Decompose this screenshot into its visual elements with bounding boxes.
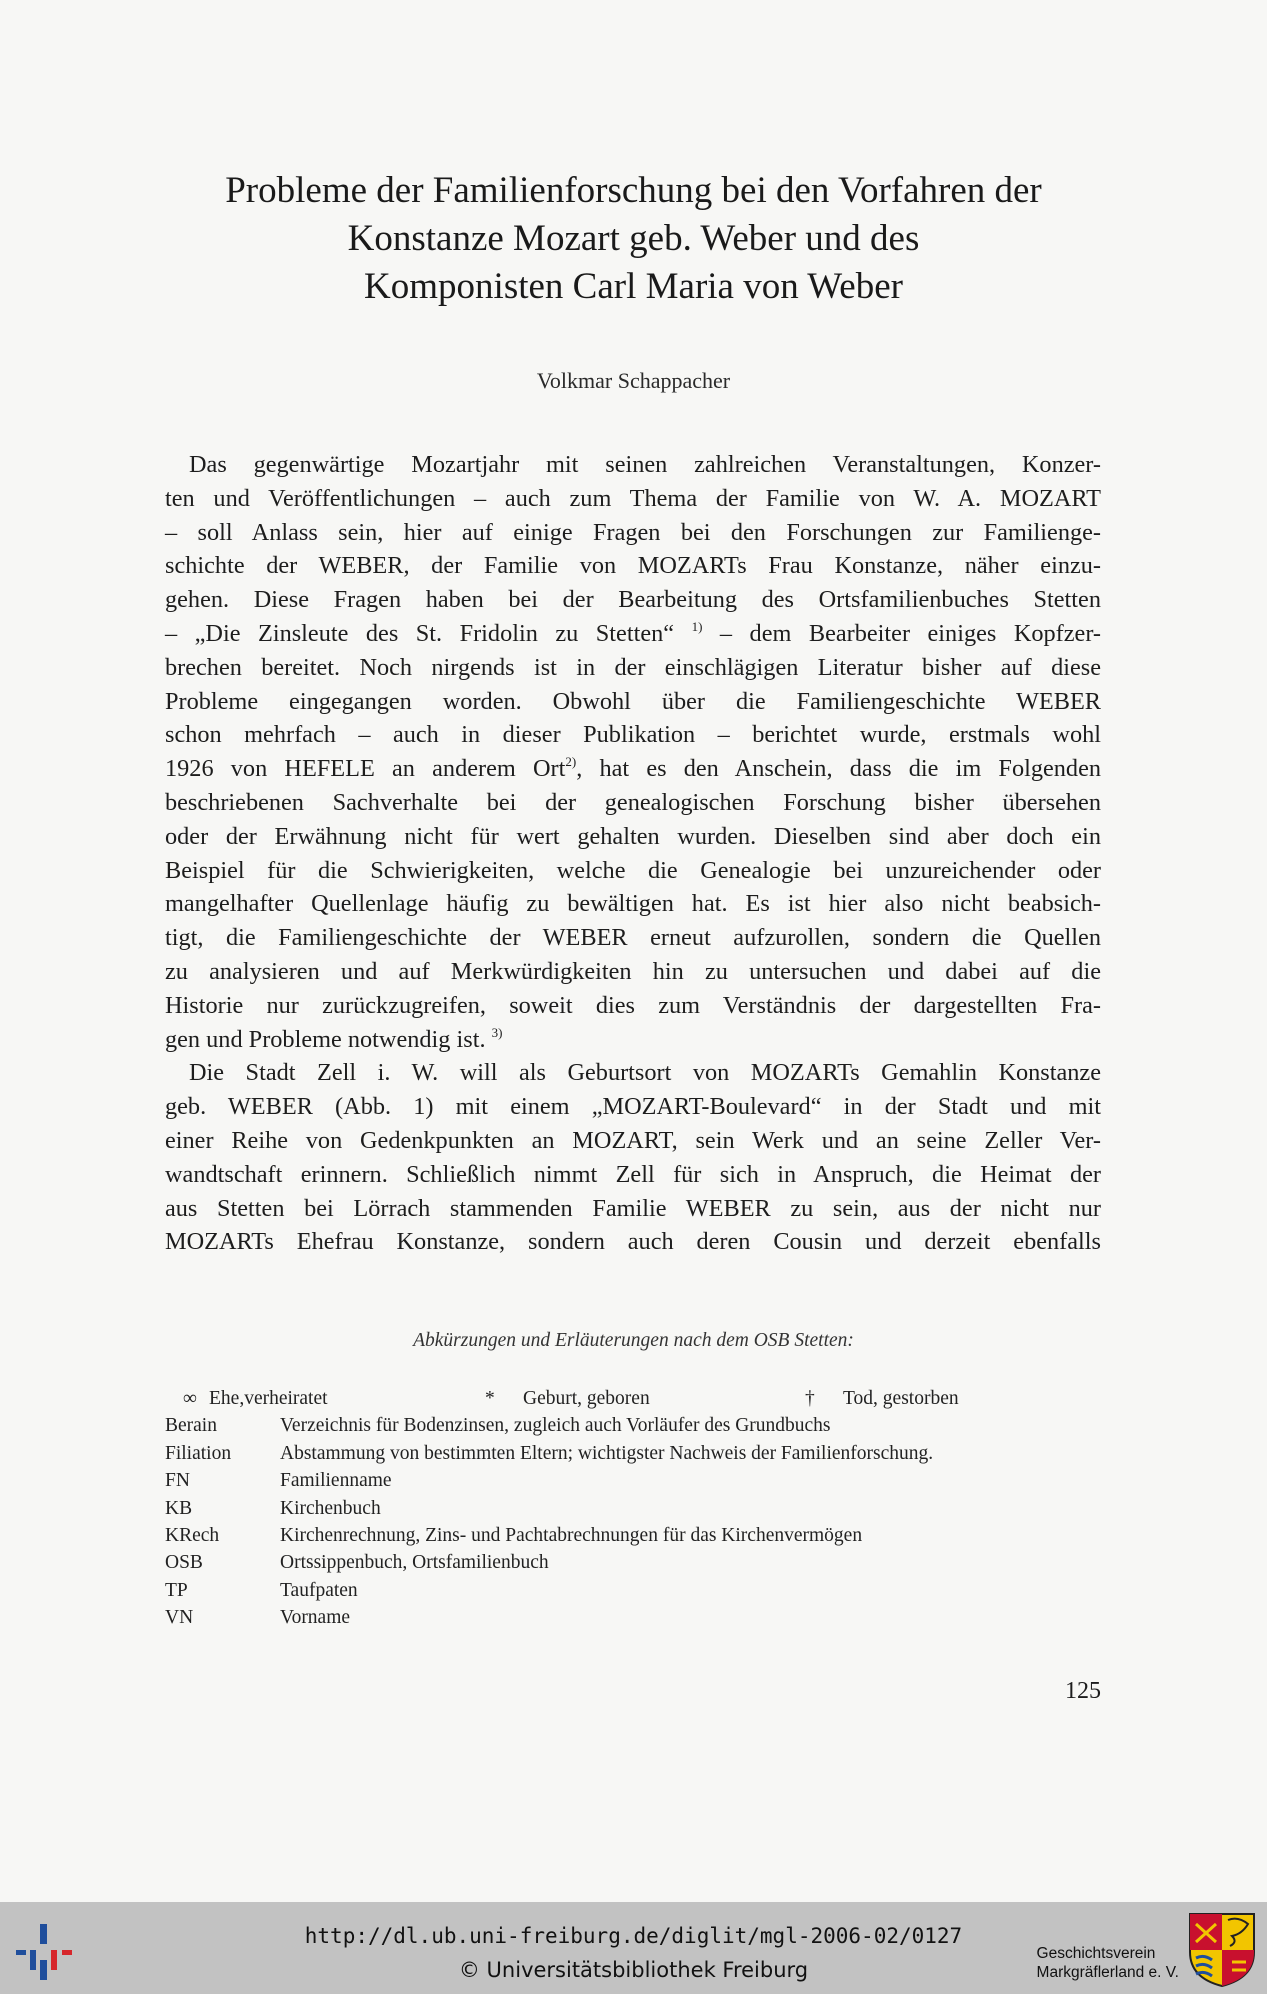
body-line-part: 1926 von HEFELE an anderem Ort bbox=[165, 755, 566, 783]
abbreviation: VN bbox=[165, 1607, 194, 1629]
abbreviation: KRech bbox=[165, 1524, 220, 1546]
marriage-symbol: ∞ bbox=[183, 1388, 197, 1409]
symbol-row bbox=[165, 1385, 1065, 1412]
abbreviation-row bbox=[165, 1577, 1065, 1604]
society-name bbox=[1037, 1944, 1179, 1982]
abbreviation-row bbox=[165, 1495, 1065, 1522]
body-line: MOZARTs Ehefrau Konstanze, sondern auch deren Cousin und derzeit ebenfalls bbox=[165, 1228, 1101, 1256]
abbreviation-meaning: Verzeichnis für Bodenzinsen, zugleich auch Vorläufer des Grundbuchs bbox=[280, 1415, 831, 1437]
coat-of-arms-icon bbox=[1188, 1912, 1256, 1988]
body-line-part: , hat es den Anschein, dass die im Folgenden bbox=[576, 755, 1102, 783]
abbreviation: Berain bbox=[165, 1415, 217, 1437]
footer-bar bbox=[0, 1902, 1267, 1994]
abbreviation-row bbox=[165, 1440, 1065, 1467]
body-line: schichte der WEBER, der Familie von MOZARTs Frau Konstanze, näher einzu- bbox=[165, 552, 1101, 580]
body-line: Beispiel für die Schwierigkeiten, welche die Genealogie bei unzureichender oder bbox=[165, 856, 1101, 884]
body-line: – soll Anlass sein, hier auf einige Fragen bei den Forschungen zur Familienge- bbox=[165, 518, 1101, 546]
footnote-ref: 3) bbox=[491, 1024, 503, 1040]
abbreviation-row bbox=[165, 1549, 1065, 1576]
body-line bbox=[165, 752, 1101, 786]
footnote-ref: 2) bbox=[565, 754, 577, 770]
abbreviation: OSB bbox=[165, 1552, 203, 1574]
marriage-label: Ehe,verheiratet bbox=[209, 1388, 328, 1409]
footnote-ref: 1) bbox=[691, 618, 703, 634]
abbreviation-meaning: Ortssippenbuch, Ortsfamilienbuch bbox=[280, 1552, 549, 1574]
abbreviation-row bbox=[165, 1412, 1065, 1439]
source-url-link[interactable]: http://dl.ub.uni-freiburg.de/diglit/mgl-2006-02/0127 bbox=[304, 1924, 963, 1948]
abbreviation: Filiation bbox=[165, 1442, 232, 1464]
body-line: aus Stetten bei Lörrach stammenden Familie WEBER zu sein, aus der nicht nur bbox=[165, 1194, 1101, 1222]
society-name-line: Markgräflerland e. V. bbox=[1036, 1964, 1179, 1981]
article-title bbox=[160, 167, 1107, 311]
abbreviation-row bbox=[165, 1604, 1065, 1631]
body-line: gehen. Diese Fragen haben bei der Bearbeitung des Ortsfamilienbuches Stetten bbox=[165, 586, 1101, 614]
body-line: mangelhafter Quellenlage häufig zu bewältigen hat. Es ist hier also nicht beabsich- bbox=[165, 890, 1101, 918]
body-line: Die Stadt Zell i. W. will als Geburtsort von MOZARTs Gemahlin Konstanze bbox=[189, 1059, 1101, 1087]
body-line-part: – „Die Zinsleute des St. Fridolin zu Stetten“ bbox=[165, 619, 675, 647]
body-line: Historie nur zurückzugreifen, soweit dies zum Verständnis der dargestellten Fra- bbox=[165, 991, 1101, 1019]
body-line: schon mehrfach – auch in dieser Publikation – berichtet wurde, erstmals wohl bbox=[165, 721, 1101, 749]
body-line: zu analysieren und auf Merkwürdigkeiten hin zu untersuchen und dabei auf die bbox=[165, 957, 1101, 985]
title-line-1: Probleme der Familienforschung bei den Vorfahren der bbox=[225, 170, 1042, 211]
death-symbol: † bbox=[805, 1388, 815, 1409]
body-line: beschriebenen Sachverhalte bei der genealogischen Forschung bisher übersehen bbox=[165, 788, 1101, 816]
abbreviation: KB bbox=[165, 1497, 193, 1519]
body-line: einer Reihe von Gedenkpunkten an MOZART, sein Werk und an seine Zeller Ver- bbox=[165, 1126, 1101, 1154]
abbreviation-meaning: Kirchenbuch bbox=[280, 1497, 381, 1519]
abbreviation: FN bbox=[165, 1470, 190, 1492]
body-line bbox=[165, 617, 1101, 651]
abbreviation-list bbox=[165, 1412, 1065, 1631]
death-label: Tod, gestorben bbox=[843, 1388, 959, 1409]
abbreviation-meaning: Taufpaten bbox=[280, 1579, 358, 1601]
abbreviation: TP bbox=[165, 1579, 188, 1601]
body-line: geb. WEBER (Abb. 1) mit einem „MOZART-Boulevard“ in der Stadt und mit bbox=[165, 1093, 1101, 1121]
body-line: brechen bereitet. Noch nirgends ist in der einschlägigen Literatur bisher auf diese bbox=[165, 653, 1101, 681]
body-line: oder der Erwähnung nicht für wert gehalten wurden. Dieselben sind aber doch ein bbox=[165, 822, 1101, 850]
abbreviation-meaning: Kirchenrechnung, Zins- und Pachtabrechnungen für das Kirchenvermögen bbox=[280, 1524, 863, 1546]
body-line-part: gen und Probleme notwendig ist. bbox=[165, 1025, 486, 1053]
body-line: tigt, die Familiengeschichte der WEBER erneut aufzurollen, sondern die Quellen bbox=[165, 924, 1101, 952]
abbreviation-row bbox=[165, 1522, 1065, 1549]
page-number: 125 bbox=[1065, 1678, 1101, 1704]
title-line-2: Konstanze Mozart geb. Weber und des bbox=[347, 218, 920, 259]
body-line: Das gegenwärtige Mozartjahr mit seinen zahlreichen Veranstaltungen, Konzer- bbox=[189, 451, 1101, 478]
abbreviations-legend bbox=[165, 1385, 1065, 1632]
body-line: ten und Veröffentlichungen – auch zum Thema der Familie von W. A. MOZART bbox=[165, 484, 1101, 512]
abbreviations-heading: Abkürzungen und Erläuterungen nach dem OSB Stetten: bbox=[413, 1330, 854, 1351]
birth-symbol: * bbox=[485, 1388, 495, 1409]
abbreviation-meaning: Abstammung von bestimmten Eltern; wichtigster Nachweis der Familienforschung. bbox=[280, 1442, 934, 1464]
copyright-text: © Universitätsbibliothek Freiburg bbox=[458, 1958, 809, 1982]
abbreviation-meaning: Familienname bbox=[280, 1470, 392, 1492]
body-line bbox=[165, 1023, 1101, 1057]
author-name: Volkmar Schappacher bbox=[536, 368, 731, 393]
body-line: Probleme eingegangen worden. Obwohl über die Familiengeschichte WEBER bbox=[165, 687, 1101, 715]
birth-label: Geburt, geboren bbox=[523, 1388, 650, 1409]
body-text bbox=[165, 448, 1101, 1259]
body-line: wandtschaft erinnern. Schließlich nimmt Zell für sich in Anspruch, die Heimat der bbox=[165, 1160, 1101, 1188]
title-line-3: Komponisten Carl Maria von Weber bbox=[364, 266, 903, 307]
abbreviation-row bbox=[165, 1467, 1065, 1494]
body-line-part: – dem Bearbeiter einiges Kopfzer- bbox=[719, 619, 1102, 647]
society-name-line: Geschichtsverein bbox=[1036, 1945, 1156, 1962]
abbreviation-meaning: Vorname bbox=[280, 1607, 351, 1629]
